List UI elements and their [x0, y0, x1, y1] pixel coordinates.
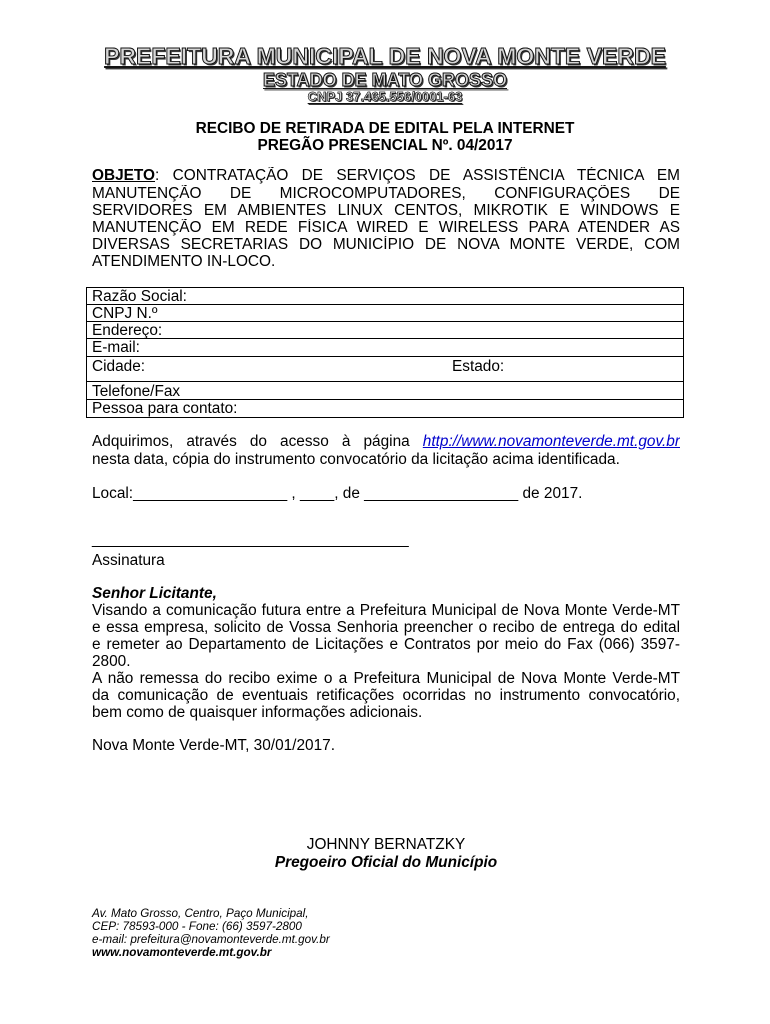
field-endereco: [87, 322, 683, 339]
field-email: [87, 339, 683, 357]
website-link[interactable]: http://www.novamonteverde.mt.gov.br: [422, 433, 680, 450]
acknowledgement-line: [92, 433, 680, 451]
object-paragraph: [92, 167, 680, 270]
object-text: : CONTRATAÇÃO DE SERVIÇOS DE ASSISTÊNCIA TÉCNICA EM: [155, 167, 680, 185]
notice-line: da comunicação de eventuais retificações ocorridas no instrumento convocatório,: [92, 686, 680, 704]
acknowledgement-paragraph: [92, 433, 680, 469]
cnpj-number: CNPJ 37.465.556/0001-63: [307, 89, 463, 104]
local-date-line: Local:__________________ , ____, de __________________ de 2017.: [92, 484, 583, 502]
auction-number: PREGÃO PRESENCIAL Nº. 04/2017: [257, 136, 513, 154]
footer-contact: [92, 907, 680, 959]
object-line: SERVIDORES EM AMBIENTES LINUX CENTOS, MIKROTIK E WINDOWS E: [92, 201, 680, 219]
field-cidade-estado: [87, 357, 683, 382]
field-label-estado: Estado:: [452, 358, 505, 375]
field-label: Pessoa para contato:: [92, 400, 238, 417]
notice-paragraph: [92, 602, 680, 721]
field-cnpj: [87, 305, 683, 322]
field-pessoa-contato: [87, 400, 683, 417]
object-line: MANUTENÇÃO EM REDE FÍSICA WIRED E WIRELESS PARA ATENDER AS: [92, 218, 680, 236]
notice-line: e essa empresa, solicito de Vossa Senhoria preencher o recibo de entrega do edital: [92, 618, 680, 636]
field-label: CNPJ N.º: [92, 305, 158, 322]
field-label: Razão Social:: [92, 288, 187, 305]
object-line: ATENDIMENTO IN-LOCO.: [92, 253, 276, 271]
object-label: OBJETO: [92, 167, 156, 185]
bidder-info-table: [86, 287, 684, 418]
field-telefone-fax: [87, 382, 683, 400]
place-date: Nova Monte Verde-MT, 30/01/2017.: [92, 736, 335, 754]
notice-line: A não remessa do recibo exime o a Prefeitura Municipal de Nova Monte Verde-MT: [92, 669, 680, 687]
signer-name: JOHNNY BERNATZKY: [306, 835, 466, 853]
footer-email: e-mail: prefeitura@novamonteverde.mt.gov.br: [92, 932, 330, 946]
object-line: [92, 167, 680, 184]
field-label: Endereço:: [92, 322, 163, 339]
municipality-title: PREFEITURA MUNICIPAL DE NOVA MONTE VERDE: [104, 43, 666, 69]
field-razao-social: [87, 288, 683, 305]
notice-line: bem como de quaisquer informações adicionais.: [92, 703, 423, 721]
notice-line: e remeter ao Departamento de Licitações e Contratos por meio do Fax (066) 3597-: [92, 635, 680, 653]
acknowledgement-lead: Adquirimos, através do acesso à página: [92, 433, 410, 450]
notice-line: Visando a comunicação futura entre a Prefeitura Municipal de Nova Monte Verde-MT: [92, 601, 680, 619]
field-label: Cidade:: [92, 358, 146, 375]
receipt-title: RECIBO DE RETIRADA DE EDITAL PELA INTERNET: [195, 119, 575, 137]
signature-label: Assinatura: [92, 551, 165, 569]
field-label: E-mail:: [92, 339, 140, 356]
footer-cep-phone: CEP: 78593-000 - Fone: (66) 3597-2800: [92, 919, 302, 933]
salutation: Senhor Licitante,: [92, 584, 217, 602]
notice-line: 2800.: [92, 652, 131, 670]
footer-address: Av. Mato Grosso, Centro, Paço Municipal,: [92, 906, 309, 920]
footer-website: www.novamonteverde.mt.gov.br: [92, 945, 272, 959]
object-line: MANUTENÇÃO DE MICROCOMPUTADORES, CONFIGURAÇÕES DE: [92, 184, 680, 202]
field-label: Telefone/Fax: [92, 382, 181, 400]
state-name: ESTADO DE MATO GROSSO: [262, 70, 508, 90]
object-line: DIVERSAS SECRETARIAS DO MUNICÍPIO DE NOVA MONTE VERDE, COM: [92, 236, 680, 254]
acknowledgement-line: nesta data, cópia do instrumento convocatório da licitação acima identificada.: [92, 451, 620, 468]
signature-line: _____________________________________: [92, 531, 409, 548]
signer-role: Pregoeiro Oficial do Município: [274, 853, 498, 871]
